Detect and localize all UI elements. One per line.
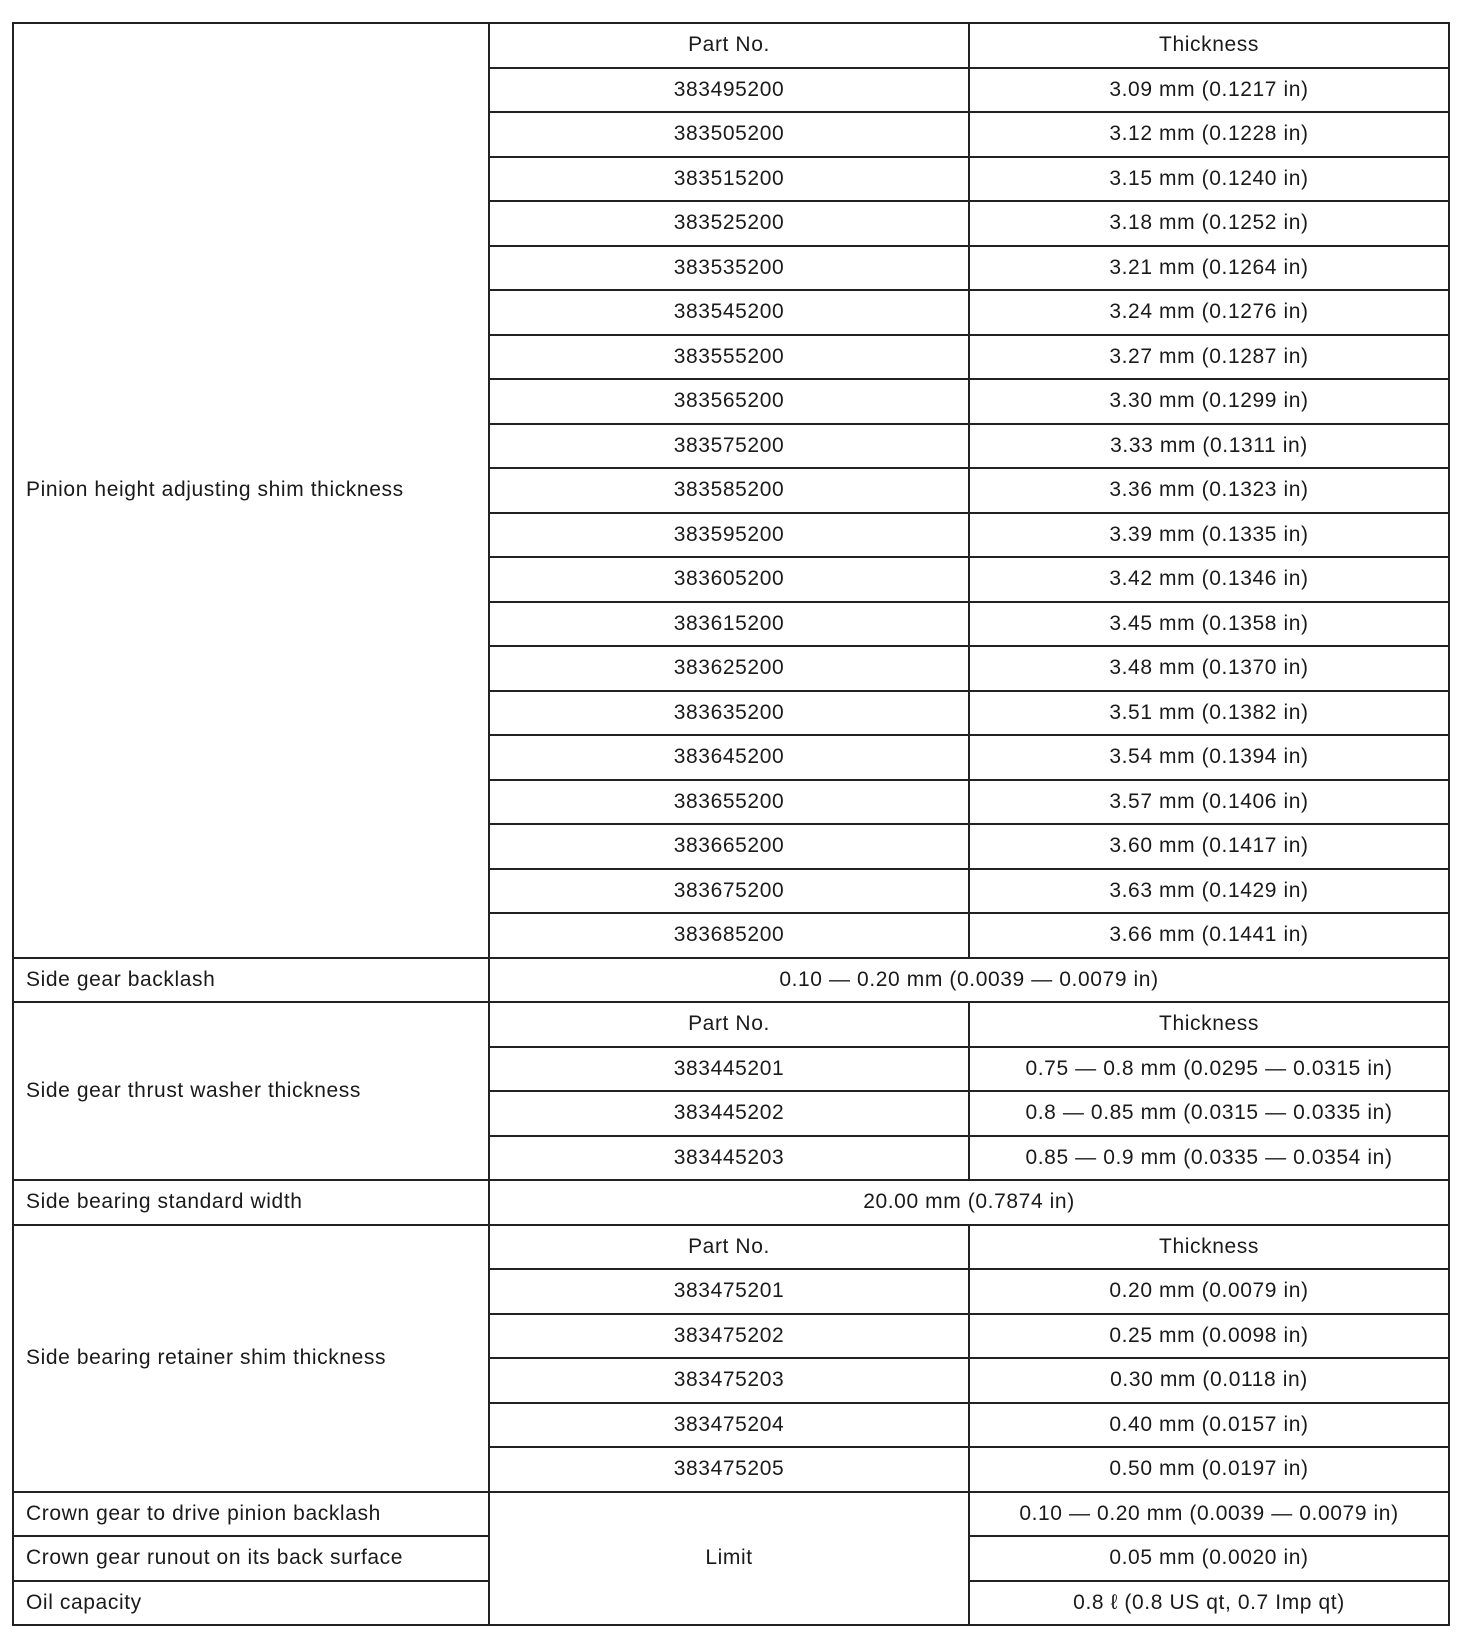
spec-table-body [13, 23, 1449, 1625]
part-number-cell: 383475203 [489, 1358, 969, 1403]
part-number-cell: 383475202 [489, 1314, 969, 1359]
thickness-cell: 3.33 mm (0.1311 in) [969, 424, 1449, 469]
part-number-cell: 383635200 [489, 691, 969, 736]
crown-backlash-row [13, 1492, 1449, 1537]
part-number-cell: 383605200 [489, 557, 969, 602]
part-number-cell: 383515200 [489, 157, 969, 202]
side-gear-backlash-row [13, 958, 1449, 1003]
thickness-cell: 3.15 mm (0.1240 in) [969, 157, 1449, 202]
thickness-cell: 3.12 mm (0.1228 in) [969, 112, 1449, 157]
table-row [13, 23, 1449, 68]
thickness-cell: 3.48 mm (0.1370 in) [969, 646, 1449, 691]
column-header-thickness: Thickness [969, 23, 1449, 68]
crown-backlash-label: Crown gear to drive pinion backlash [13, 1492, 489, 1537]
thickness-cell: 3.45 mm (0.1358 in) [969, 602, 1449, 647]
side-bearing-width-row [13, 1180, 1449, 1225]
thickness-cell: 3.09 mm (0.1217 in) [969, 68, 1449, 113]
oil-capacity-value: 0.8 ℓ (0.8 US qt, 0.7 Imp qt) [969, 1581, 1449, 1626]
crown-backlash-value: 0.10 — 0.20 mm (0.0039 — 0.0079 in) [969, 1492, 1449, 1537]
thickness-cell: 0.40 mm (0.0157 in) [969, 1403, 1449, 1448]
thickness-cell: 0.50 mm (0.0197 in) [969, 1447, 1449, 1492]
crown-runout-value: 0.05 mm (0.0020 in) [969, 1536, 1449, 1581]
spec-table [12, 22, 1450, 1626]
pinion-shim-label: Pinion height adjusting shim thickness [13, 23, 489, 958]
thickness-cell: 3.54 mm (0.1394 in) [969, 735, 1449, 780]
part-number-cell: 383675200 [489, 869, 969, 914]
side-gear-backlash-label: Side gear backlash [13, 958, 489, 1003]
part-number-cell: 383595200 [489, 513, 969, 558]
side-gear-backlash-value: 0.10 — 0.20 mm (0.0039 — 0.0079 in) [489, 958, 1449, 1003]
part-number-cell: 383625200 [489, 646, 969, 691]
retainer-shim-label: Side bearing retainer shim thickness [13, 1225, 489, 1492]
part-number-cell: 383445203 [489, 1136, 969, 1181]
part-number-cell: 383475204 [489, 1403, 969, 1448]
thickness-cell: 3.27 mm (0.1287 in) [969, 335, 1449, 380]
thickness-cell: 3.60 mm (0.1417 in) [969, 824, 1449, 869]
column-header-thickness: Thickness [969, 1225, 1449, 1270]
thickness-cell: 0.85 — 0.9 mm (0.0335 — 0.0354 in) [969, 1136, 1449, 1181]
part-number-cell: 383545200 [489, 290, 969, 335]
thickness-cell: 0.30 mm (0.0118 in) [969, 1358, 1449, 1403]
column-header-part-no: Part No. [489, 23, 969, 68]
thrust-washer-label: Side gear thrust washer thickness [13, 1002, 489, 1180]
column-header-part-no: Part No. [489, 1002, 969, 1047]
part-number-cell: 383555200 [489, 335, 969, 380]
thickness-cell: 3.30 mm (0.1299 in) [969, 379, 1449, 424]
part-number-cell: 383655200 [489, 780, 969, 825]
side-bearing-width-label: Side bearing standard width [13, 1180, 489, 1225]
part-number-cell: 383445202 [489, 1091, 969, 1136]
thickness-cell: 3.39 mm (0.1335 in) [969, 513, 1449, 558]
thickness-cell: 3.18 mm (0.1252 in) [969, 201, 1449, 246]
thickness-cell: 3.36 mm (0.1323 in) [969, 468, 1449, 513]
thickness-cell: 0.20 mm (0.0079 in) [969, 1269, 1449, 1314]
table-row [13, 1002, 1449, 1047]
part-number-cell: 383475201 [489, 1269, 969, 1314]
part-number-cell: 383665200 [489, 824, 969, 869]
limit-label: Limit [489, 1492, 969, 1626]
thickness-cell: 0.8 — 0.85 mm (0.0315 — 0.0335 in) [969, 1091, 1449, 1136]
part-number-cell: 383685200 [489, 913, 969, 958]
crown-runout-label: Crown gear runout on its back surface [13, 1536, 489, 1581]
column-header-thickness: Thickness [969, 1002, 1449, 1047]
thickness-cell: 3.21 mm (0.1264 in) [969, 246, 1449, 291]
part-number-cell: 383525200 [489, 201, 969, 246]
part-number-cell: 383535200 [489, 246, 969, 291]
thickness-cell: 3.24 mm (0.1276 in) [969, 290, 1449, 335]
part-number-cell: 383445201 [489, 1047, 969, 1092]
column-header-part-no: Part No. [489, 1225, 969, 1270]
part-number-cell: 383575200 [489, 424, 969, 469]
thickness-cell: 3.63 mm (0.1429 in) [969, 869, 1449, 914]
thickness-cell: 3.51 mm (0.1382 in) [969, 691, 1449, 736]
oil-capacity-label: Oil capacity [13, 1581, 489, 1626]
part-number-cell: 383475205 [489, 1447, 969, 1492]
part-number-cell: 383585200 [489, 468, 969, 513]
thickness-cell: 3.66 mm (0.1441 in) [969, 913, 1449, 958]
part-number-cell: 383505200 [489, 112, 969, 157]
part-number-cell: 383645200 [489, 735, 969, 780]
part-number-cell: 383495200 [489, 68, 969, 113]
part-number-cell: 383565200 [489, 379, 969, 424]
thickness-cell: 0.75 — 0.8 mm (0.0295 — 0.0315 in) [969, 1047, 1449, 1092]
side-bearing-width-value: 20.00 mm (0.7874 in) [489, 1180, 1449, 1225]
thickness-cell: 3.42 mm (0.1346 in) [969, 557, 1449, 602]
table-row [13, 1225, 1449, 1270]
part-number-cell: 383615200 [489, 602, 969, 647]
thickness-cell: 0.25 mm (0.0098 in) [969, 1314, 1449, 1359]
thickness-cell: 3.57 mm (0.1406 in) [969, 780, 1449, 825]
